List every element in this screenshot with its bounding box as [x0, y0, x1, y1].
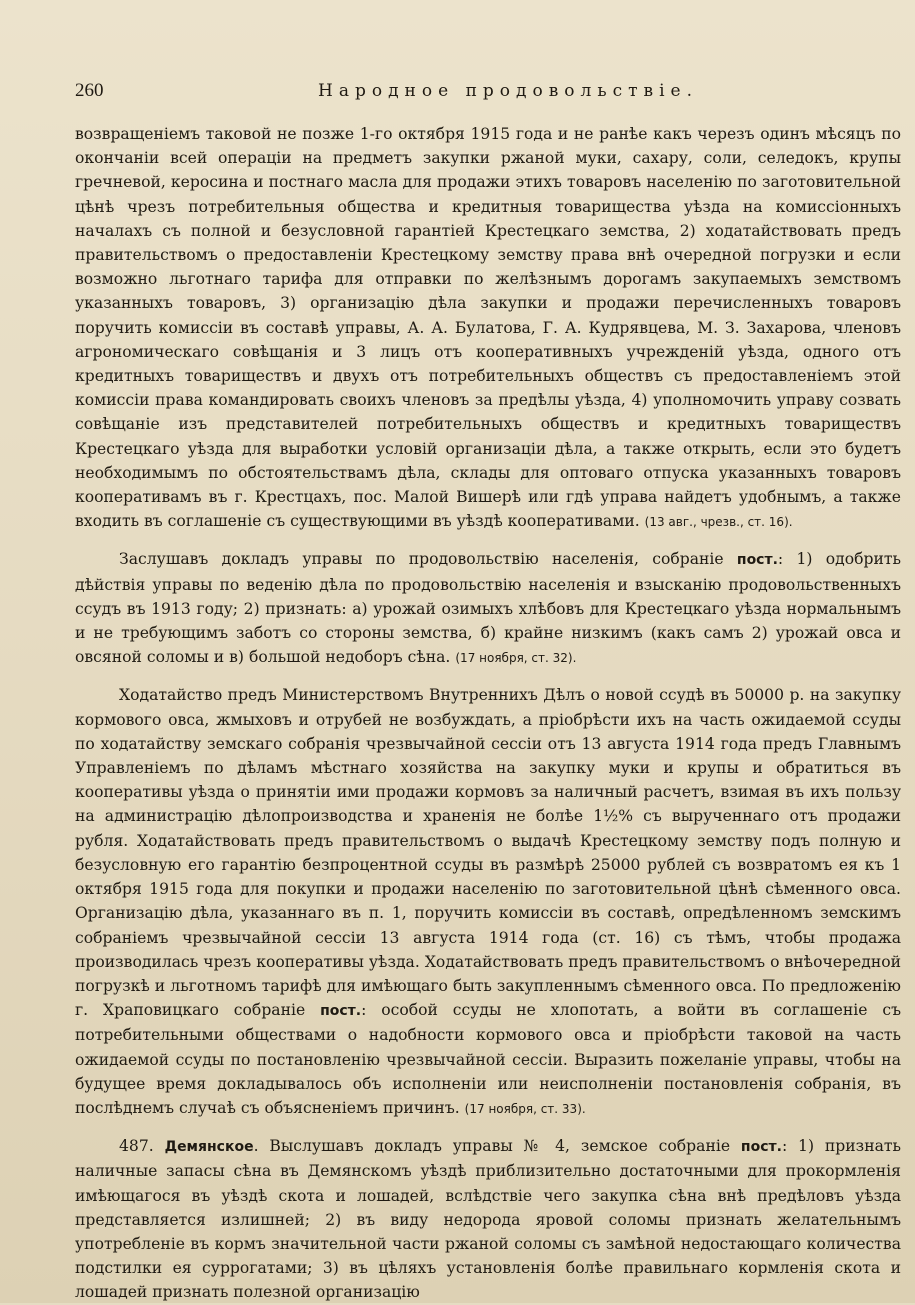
session-reference: (13 авг., чрезв., ст. 16). [644, 515, 793, 530]
paragraph-text: возвращеніемъ таковой не позже 1-го октября 1915 года и не ранѣе какъ черезъ одинъ мѣсяцъ по окончаніи всей операціи на предметъ закупки ржаной муки, сахару, соли, селедокъ, крупы гречневой, керосина и постнаго масла для продажи этихъ товаровъ населенію по заготовительной цѣнѣ чрезъ потребительныя общества и кредитныя товарищества уѣзда на комиссіонныхъ началахъ съ полной и безусловной гарантіей Крестецкаго земства, 2) ходатайствовать предъ правительствомъ о предоставленіи Крестецкому земству права внѣ очередной погрузки и если возможно льготнаго тарифа для отправки по желѣзнымъ дорогамъ закупаемыхъ земствомъ указанныхъ товаровъ, 3) организацію дѣла закупки и продажи перечисленныхъ товаровъ поручить комиссіи въ составѣ управы, А. А. Булатова, Г. А. Кудрявцева, М. З. Захарова, членовъ агрономическаго совѣщанія и 3 лицъ отъ кооперативныхъ учрежденій уѣзда, одного отъ кредитныхъ товариществъ и двухъ отъ потребительныхъ обществъ съ предоставленіемъ этой комиссіи права командировать своихъ членовъ за предѣлы уѣзда, 4) уполномочить управу созвать совѣщаніе изъ представителей потребительныхъ обществъ и кредитныхъ товариществъ Крестецкаго уѣзда для выработки условій организаціи дѣла, а также открыть, если это будетъ необходимымъ по обстоятельствамъ дѣла, склады для оптоваго отпуска указанныхъ товаровъ кооперативамъ въ г. Крестцахъ, пос. Малой Вишерѣ или гдѣ управа найдетъ удобнымъ, а также входить въ соглашеніе съ существующими въ уѣздѣ кооперативами. [75, 125, 901, 531]
session-reference: (17 ноября, ст. 33). [464, 1101, 586, 1116]
section-number: 487. [119, 1137, 154, 1156]
paragraph-text-lead: . Выслушавъ докладъ управы № 4, земское собраніе [253, 1137, 741, 1156]
paragraph-report-food [75, 547, 901, 670]
paragraph-continued [75, 122, 901, 534]
page-number: 260 [75, 80, 104, 101]
page-header [75, 80, 901, 116]
resolution-abbrev: пост. [320, 1003, 362, 1020]
paragraph-petition-oats [75, 683, 901, 1121]
paragraph-text: Ходатайство предъ Министерствомъ Внутреннихъ Дѣлъ о новой ссудѣ въ 50000 р. на закупку кормового овса, жмыховъ и отрубей не возбуждать, а пріобрѣсти ихъ на часть ожидаемой ссуды по ходатайству земскаго собранія чрезвычайной сессіи отъ 13 августа 1914 года предъ Главнымъ Управленіемъ по дѣламъ мѣстнаго хозяйства на закупку муки и крупы и обратиться въ кооперативы уѣзда о принятіи ими продажи кормовъ за наличный расчетъ, взимая въ ихъ пользу на администрацію дѣлопроизводства и храненія не болѣе 1½% съ вырученнаго отъ продажи рубля. Ходатайствовать предъ правительствомъ о выдачѣ Крестецкому земству подъ полную и безусловную его гарантію безпроцентной ссуды въ размѣрѣ 25000 рублей съ возвратомъ ея къ 1 октября 1915 года для покупки и продажи населенію по заготовительной цѣнѣ сѣменного овса. Организацію дѣла, указаннаго въ п. 1, поручить комиссіи въ составѣ, опредѣленномъ земскимъ собраніемъ чрезвычайной сессіи 13 августа 1914 года (ст. 16) съ тѣмъ, чтобы продажа производилась чрезъ кооперативы уѣзда. Ходатайствовать предъ правительствомъ о внѣочередной погрузкѣ и льготномъ тарифѣ для имѣющаго быть закупленнымъ сѣменного овса. По предложенію г. Храповицкаго собраніе [75, 686, 901, 1020]
paragraph-text: : 1) признать наличные запасы сѣна въ Демянскомъ уѣздѣ приблизительно достаточными для прокормленія имѣющагося въ уѣздѣ скота и лошадей, вслѣдствіе чего закупка сѣна внѣ предѣловъ уѣзда представляется излишней; 2) въ виду недорода яровой соломы признать желательнымъ употребленіе въ кормъ значительной части ржаной соломы съ замѣной недостающаго количества подстилки ея суррогатами; 3) въ цѣляхъ установленія болѣе правильнаго кормленія скота и лошадей признать полезной организацію [75, 1137, 901, 1302]
paragraph-text: : 1) одобрить дѣйствія управы по веденію дѣла по продовольствію населенія и взысканію продовольственныхъ ссудъ въ 1913 году; 2) признать: а) урожай озимыхъ хлѣбовъ для Крестецкаго уѣзда нормальнымъ и не требующимъ заботъ со стороны земства, б) крайне низкимъ (какъ самъ 2) урожай овса и овсяной соломы и в) большой недоборъ сѣна. [75, 550, 901, 667]
resolution-abbrev: пост. [736, 552, 778, 569]
resolution-abbrev: пост. [740, 1139, 782, 1156]
session-reference: (17 ноября, ст. 32). [455, 651, 577, 666]
paragraph-text-tail: : особой ссуды не хлопотать, а войти въ соглашеніе съ потребительными обществами о надобности кормового овса и пріобрѣсти таковой на часть ожидаемой ссуды по постановленію чрезвычайной сессіи. Выразить пожеланіе управы, чтобы на будущее время докладывалось объ исполненіи или неисполненіи постановленія собранія, въ послѣднемъ случаѣ съ объясненіемъ причинъ. [75, 1001, 902, 1117]
county-heading: Демянское [164, 1139, 254, 1156]
paragraph-section-487 [75, 1134, 901, 1304]
running-title: Народное продовольствіе. [318, 81, 698, 101]
paragraph-text-lead: Заслушавъ докладъ управы по продовольствію населенія, собраніе [119, 550, 737, 569]
